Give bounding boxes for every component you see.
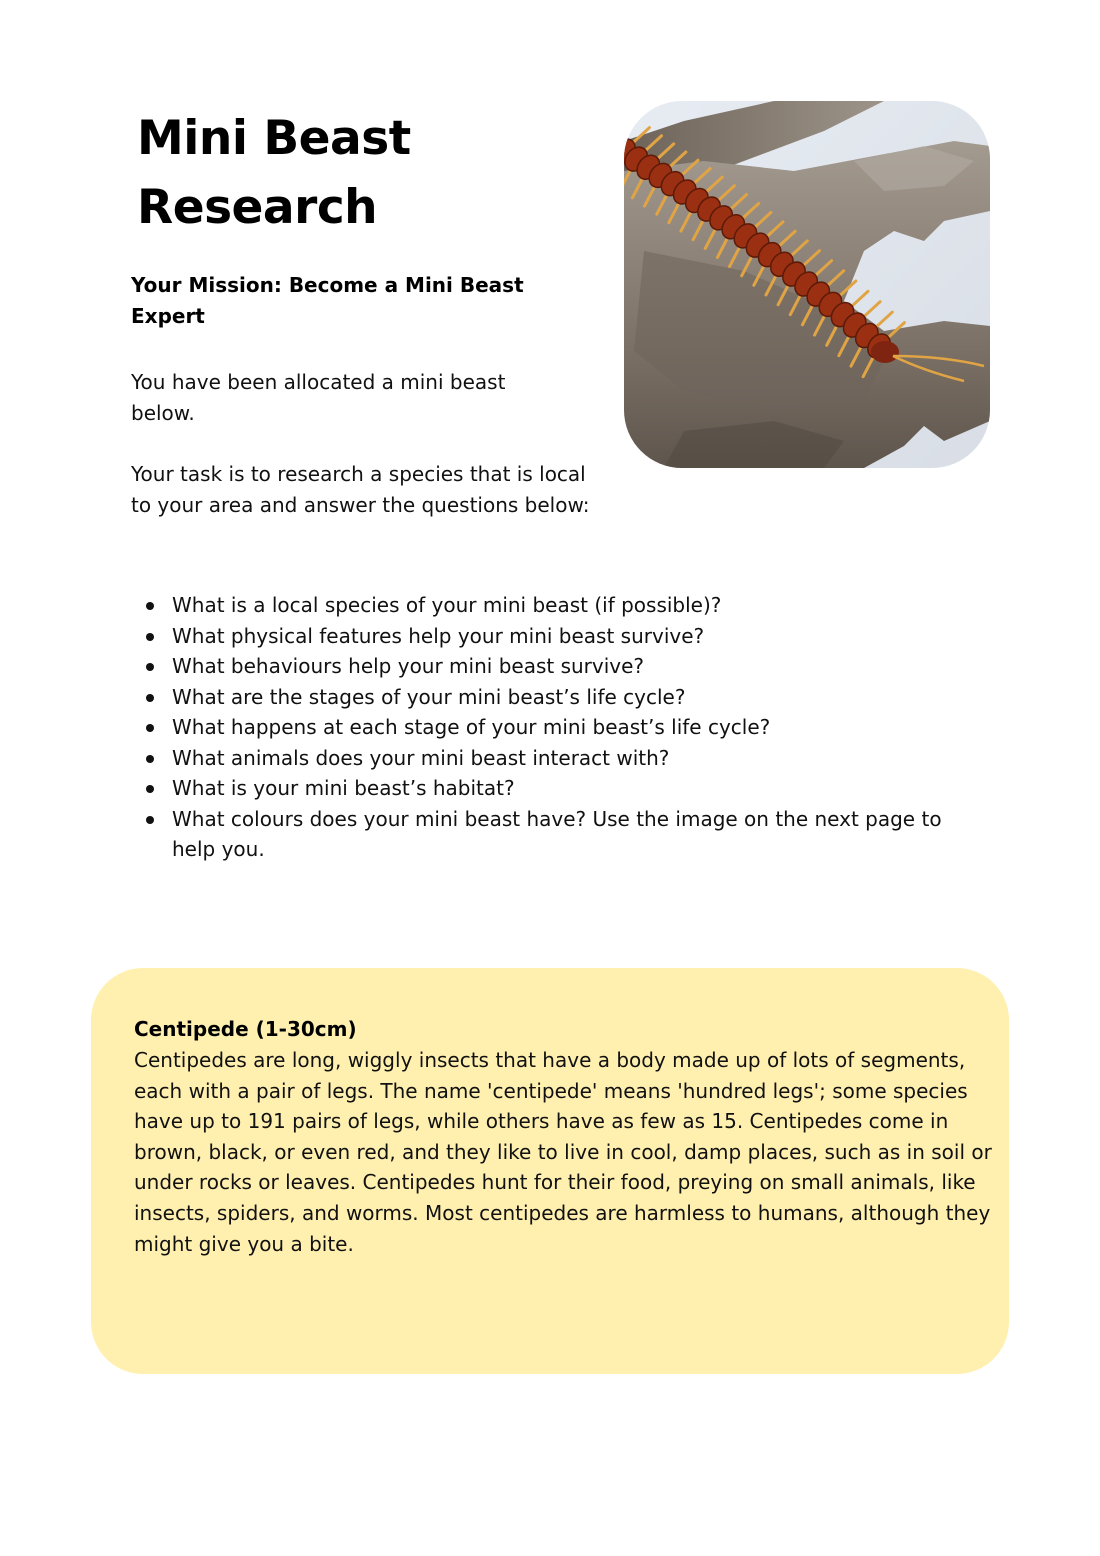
species-description: Centipedes are long, wiggly insects that have a body made up of lots of segments, each with a pair of legs. The name 'centipede' means 'hundred legs'; some species have up to 191 pairs of legs, while others have as few as 15. Centipedes come in brown, black, or even red, and they like to live in cool, damp places, such as in soil or under rocks or leaves. Centipedes hunt for their food, preying on small animals, like insects, spiders, and worms. Most centipedes are harmless to humans, although they might give you a bite.	[134, 1048, 992, 1256]
bullet-icon	[146, 816, 154, 824]
bullet-icon	[146, 663, 154, 671]
bullet-icon	[146, 755, 154, 763]
species-title: Centipede (1-30cm)	[134, 1017, 357, 1041]
intro-paragraph-task: Your task is to research a species that is local to your area and answer the questions below:	[131, 462, 590, 517]
bullet-icon	[146, 602, 154, 610]
page-title: Mini Beast Research	[137, 111, 411, 235]
species-info-box	[91, 968, 1009, 1374]
list-item: What is a local species of your mini beast (if possible)?	[131, 590, 991, 621]
bullet-icon	[146, 724, 154, 732]
list-item: What is your mini beast’s habitat?	[131, 773, 991, 804]
intro-paragraph-allocated: You have been allocated a mini beast below.	[131, 370, 506, 425]
list-item: What colours does your mini beast have? Use the image on the next page to help you.	[131, 804, 991, 865]
list-item: What are the stages of your mini beast’s life cycle?	[131, 682, 991, 713]
list-item: What happens at each stage of your mini beast’s life cycle?	[131, 712, 991, 743]
list-item: What behaviours help your mini beast survive?	[131, 651, 991, 682]
centipede-photo	[624, 101, 990, 468]
bullet-icon	[146, 633, 154, 641]
list-item: What animals does your mini beast interact with?	[131, 743, 991, 774]
list-item: What physical features help your mini beast survive?	[131, 621, 991, 652]
mission-heading: Your Mission: Become a Mini Beast Expert	[131, 273, 524, 328]
question-list	[131, 590, 991, 865]
bullet-icon	[146, 694, 154, 702]
bullet-icon	[146, 785, 154, 793]
